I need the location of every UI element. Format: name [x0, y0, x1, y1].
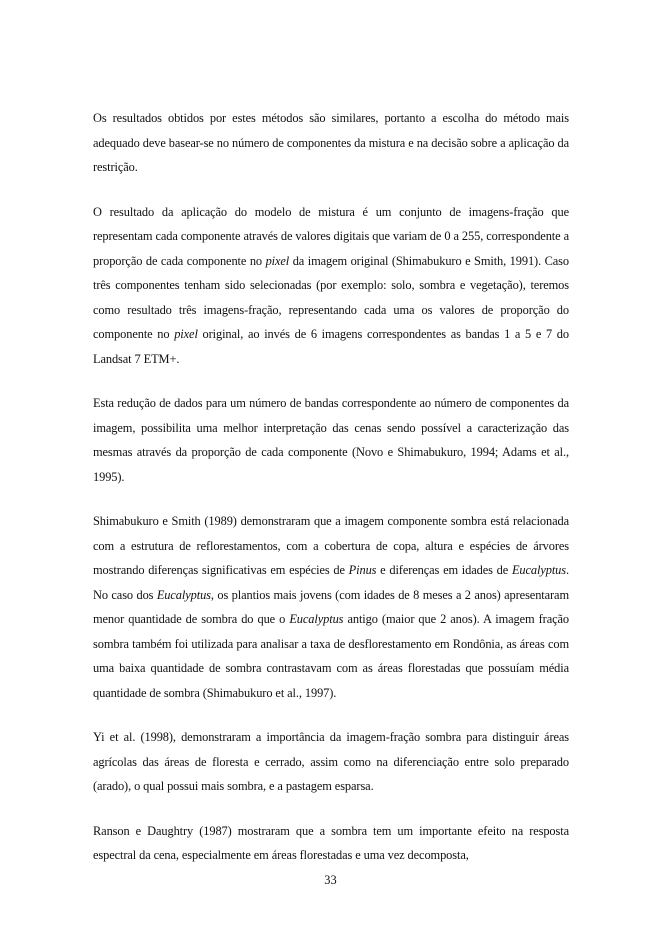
- paragraph-6: [93, 819, 569, 868]
- body-text: [93, 106, 569, 888]
- text-run: Shimabukuro e Smith (1989) demonstraram que a imagem componente sombra está relacionada com a estrutura de reflorestamentos, com a cobertura de copa, altura e espécies de árvores mostrando diferenças significativas em espécies de: [93, 514, 569, 577]
- italic-term: Eucalyptus: [289, 612, 344, 626]
- text-run: . No caso dos: [93, 563, 569, 602]
- text-run: da imagem original (Shimabukuro e Smith, 1991). Caso três componentes tenham sido selecionadas (por exemplo: solo, sombra e vegetação), teremos como resultado três imagens-fração, representando cada uma os valores de proporção do componente no: [93, 253, 569, 341]
- text-run: Os resultados obtidos por estes métodos são similares, portanto a escolha do método mais adequado deve basear-se no número de componentes da mistura e na decisão sobre a aplicação da restrição.: [93, 111, 569, 174]
- text-run: Yi et al. (1998), demonstraram a importância da imagem-fração sombra para distinguir áreas agrícolas das áreas de floresta e cerrado, assim como na diferenciação entre solo preparado (arado), o qual possui mais sombra, e a pastagem esparsa.: [93, 730, 569, 793]
- text-run: antigo (maior que 2 anos). A imagem fração sombra também foi utilizada para analisar a taxa de desflorestamento em Rondônia, as áreas com uma baixa quantidade de sombra contrastavam com as áreas florestadas que possuíam média quantidade de sombra (Shimabukuro et al., 1997).: [93, 612, 569, 700]
- text-run: , os plantios mais jovens (com idades de 8 meses a 2 anos) apresentaram menor quantidade de sombra do que o: [93, 587, 569, 626]
- text-run: Esta redução de dados para um número de bandas correspondente ao número de componentes da imagem, possibilita uma melhor interpretação das cenas sendo possível a caracterização das mesmas através da proporção de cada componente (Novo e Shimabukuro, 1994; Adams et al., 1995).: [93, 396, 569, 484]
- text-run: O resultado da aplicação do modelo de mistura é um conjunto de imagens-fração que representam cada componente através de valores digitais que variam de 0 a 255, correspondente a proporção de cada componente no: [93, 204, 569, 268]
- page-number: 33: [324, 873, 337, 887]
- paragraph-5: [93, 725, 569, 799]
- italic-term: pixel: [265, 253, 290, 268]
- text-run: original, ao invés de 6 imagens correspondentes as bandas 1 a 5 e 7 do Landsat 7 ETM+.: [93, 327, 569, 366]
- paragraph-4: [93, 509, 569, 705]
- text-run: e diferenças em idades de: [376, 563, 512, 577]
- italic-term: Pinus: [348, 563, 377, 577]
- italic-term: pixel: [174, 327, 198, 341]
- paragraph-2: [93, 200, 569, 372]
- text-run: Ranson e Daughtry (1987) mostraram que a sombra tem um importante efeito na resposta espectral da cena, especialmente em áreas florestadas e uma vez decomposta,: [93, 823, 569, 862]
- paragraph-3: [93, 391, 569, 489]
- italic-term: Eucalyptus: [511, 563, 566, 577]
- italic-term: Eucalyptus: [156, 587, 211, 602]
- paragraph-1: [93, 106, 569, 180]
